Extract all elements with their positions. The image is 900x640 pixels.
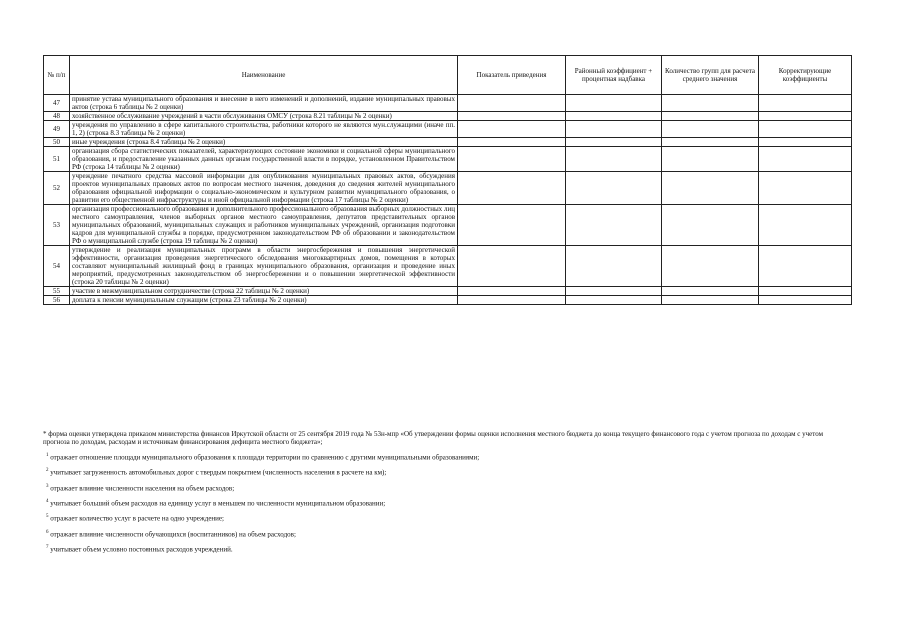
row-name: организация профессионального образования и дополнительного профессионального образования выборных должностных лиц местного самоуправления, членов выборных органов местного самоуправления, депутатов представительных органов муниципальных образований, муниципальных служащих и работников муниципальных учреждений, организация подготовки кадров для муниципальной службы в порядке, предусмотренном законодательством РФ об образовании и законодательством РФ о муниципальной службе (строка 19 таблицы № 2 оценки): [70, 205, 458, 246]
footnote-text: учитывает объем условно постоянных расходов учреждений.: [50, 545, 233, 554]
row-name: иные учреждения (строка 8.4 таблицы № 2 оценки): [70, 138, 458, 147]
footnote-mark: 5: [46, 514, 49, 520]
col-header-groups: Количество групп для расчета среднего значения: [662, 56, 759, 95]
row-number: 56: [44, 296, 70, 305]
cell-correction: [759, 95, 852, 112]
cell-groups: [662, 296, 759, 305]
cell-groups: [662, 172, 759, 205]
cell-groups: [662, 287, 759, 296]
cell-indicator: [458, 138, 566, 147]
row-number: 48: [44, 112, 70, 121]
row-name: утверждение и реализация муниципальных программ в области энергосбережения и повышения энергетической эффективности, организация проведения энергетического обследования многоквартирных домов, помещения в которых составляют муниципальный жилищный фонд в границах муниципального образования, организация и проведение иных мероприятий, предусмотренных законодательством об энергосбережении и о повышении энергетической эффективности (строка 20 таблицы № 2 оценки): [70, 246, 458, 287]
footnote-item: [46, 452, 843, 461]
cell-correction: [759, 138, 852, 147]
table-row: [44, 112, 852, 121]
footnote-item: [46, 513, 843, 522]
table-row: [44, 287, 852, 296]
row-name: учреждение печатного средства массовой информации для опубликования муниципальных правовых актов, обсуждения проектов муниципальных правовых актов по вопросам местного значения, доведения до сведения жителей муниципального образования официальной информации о социально-экономическом и культурном развитии муниципального образования, о развитии его общественной инфраструктуры и иной официальной информации (строка 17 таблицы № 2 оценки): [70, 172, 458, 205]
footnote-mark: 1: [46, 453, 49, 458]
table-row: [44, 121, 852, 138]
col-header-num: № п/п: [44, 56, 70, 95]
cell-groups: [662, 138, 759, 147]
assessment-table: [43, 55, 852, 305]
row-name: доплата к пенсии муниципальным служащим (строка 23 таблицы № 2 оценки): [70, 296, 458, 305]
footnote-item: [46, 498, 843, 507]
cell-district: [566, 246, 662, 287]
cell-groups: [662, 246, 759, 287]
table-row: [44, 138, 852, 147]
row-name: учреждения по управлению в сфере капитального строительства, работники которого не являются мун.служащими (иначе пп. 1, 2) (строка 8.3 таблицы № 2 оценки): [70, 121, 458, 138]
footnote-mark: 4: [46, 498, 49, 504]
cell-indicator: [458, 121, 566, 138]
footnote-item: [46, 483, 843, 492]
cell-indicator: [458, 147, 566, 172]
cell-groups: [662, 112, 759, 121]
cell-correction: [759, 172, 852, 205]
cell-indicator: [458, 287, 566, 296]
footnote-mark: 3: [46, 483, 49, 489]
footnote-text: отражает влияние численности обучающихся (воспитанников) на объем расходов;: [50, 529, 296, 538]
cell-groups: [662, 95, 759, 112]
table-row: [44, 246, 852, 287]
cell-indicator: [458, 95, 566, 112]
table-row: [44, 147, 852, 172]
footnote-mark: 7: [46, 544, 49, 550]
table-row: [44, 205, 852, 246]
cell-correction: [759, 287, 852, 296]
cell-groups: [662, 147, 759, 172]
cell-district: [566, 138, 662, 147]
cell-district: [566, 287, 662, 296]
row-number: 53: [44, 205, 70, 246]
cell-correction: [759, 296, 852, 305]
cell-district: [566, 95, 662, 112]
col-header-district: Районный коэффициент + процентная надбавка: [566, 56, 662, 95]
cell-groups: [662, 205, 759, 246]
cell-district: [566, 205, 662, 246]
cell-indicator: [458, 205, 566, 246]
cell-indicator: [458, 296, 566, 305]
footnote-text: учитывает больший объем расходов на единицу услуг в меньшем по численности муниципальном образовании;: [50, 499, 386, 508]
row-number: 47: [44, 95, 70, 112]
table-row: [44, 172, 852, 205]
cell-groups: [662, 121, 759, 138]
row-number: 55: [44, 287, 70, 296]
row-number: 54: [44, 246, 70, 287]
cell-correction: [759, 246, 852, 287]
footnote-mark: 2: [46, 468, 49, 474]
row-name: принятие устава муниципального образования и внесение в него изменений и дополнений, издание муниципальных правовых актов (строка 6 таблицы № 2 оценки): [70, 95, 458, 112]
col-header-correction: Корректирующие коэффициенты: [759, 56, 852, 95]
footnote-mark: 6: [46, 529, 49, 535]
cell-correction: [759, 147, 852, 172]
cell-district: [566, 147, 662, 172]
footnote-text: отражает количество услуг в расчете на одно учреждение;: [50, 514, 224, 523]
footnotes: [43, 430, 843, 559]
cell-correction: [759, 112, 852, 121]
footnote-text: учитывает загруженность автомобильных дорог с твердым покрытием (численность населения в расчете на км);: [50, 468, 387, 477]
cell-district: [566, 112, 662, 121]
footnote-item: [46, 544, 843, 553]
cell-correction: [759, 205, 852, 246]
col-header-name: Наименование: [70, 56, 458, 95]
row-name: участие в межмуниципальном сотрудничестве (строка 22 таблицы № 2 оценки): [70, 287, 458, 296]
cell-indicator: [458, 172, 566, 205]
cell-district: [566, 121, 662, 138]
footnote-text: отражает отношение площади муниципального образования к площади территории по сравнению с другими муниципальными образованиями;: [50, 453, 480, 462]
col-header-indicator: Показатель приведения: [458, 56, 566, 95]
row-number: 50: [44, 138, 70, 147]
table-header-row: [44, 56, 852, 95]
cell-indicator: [458, 246, 566, 287]
cell-indicator: [458, 112, 566, 121]
footnote-item: [46, 529, 843, 538]
row-number: 52: [44, 172, 70, 205]
cell-district: [566, 296, 662, 305]
row-number: 49: [44, 121, 70, 138]
row-name: организация сбора статистических показателей, характеризующих состояние экономики и социальной сферы муниципального образования, и предоставление указанных данных органам государственной власти в порядке, установленном Правительством РФ (строка 14 таблицы № 2 оценки): [70, 147, 458, 172]
table-row: [44, 95, 852, 112]
cell-correction: [759, 121, 852, 138]
row-name: хозяйственное обслуживание учреждений в части обслуживания ОМСУ (строка 8.21 таблицы № 2 оценки): [70, 112, 458, 121]
footnote-item: [46, 467, 843, 476]
row-number: 51: [44, 147, 70, 172]
footnote-main: * форма оценки утверждена приказом министерства финансов Иркутской области от 25 сентября 2019 года № 53н-мпр «Об утверждении формы оценки исполнения местного бюджета до конца текущего финансового года с учетом прогноза по доходам с учетом прогноза по доходам, расходам и источникам финансирования дефицита местного бюджета»;: [43, 430, 824, 446]
table-row: [44, 296, 852, 305]
footnote-text: отражает влияние численности населения на объем расходов;: [50, 483, 235, 492]
cell-district: [566, 172, 662, 205]
